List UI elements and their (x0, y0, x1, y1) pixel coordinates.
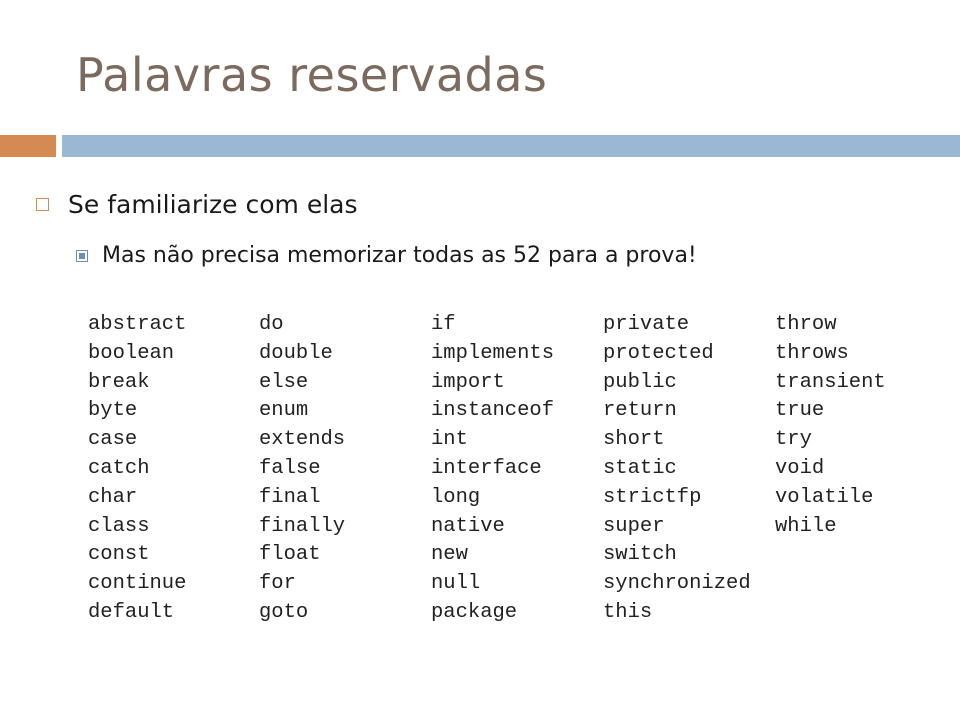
keyword-item: abstract (88, 313, 187, 336)
keyword-item: class (88, 514, 150, 538)
keyword-item: extends (259, 428, 346, 452)
keyword-item: true (775, 399, 825, 423)
keyword-item: package (431, 600, 518, 624)
keyword-item: synchronized (603, 572, 751, 596)
keyword-column (259, 311, 345, 628)
keyword-item: try (775, 428, 812, 452)
keyword-item: goto (259, 600, 309, 624)
keyword-item: long (431, 485, 481, 509)
keyword-item: volatile (775, 485, 874, 509)
keyword-item: enum (259, 399, 309, 423)
keyword-item: byte (88, 399, 138, 423)
bullet-level2-text: Mas não precisa memorizar todas as 52 para a prova! (102, 243, 697, 268)
keyword-item: throw (775, 313, 837, 336)
keyword-item: short (603, 428, 665, 452)
keyword-item: interface (431, 456, 542, 480)
keyword-item: float (259, 543, 321, 567)
bullet-level1-text: Se familiarize com elas (68, 190, 358, 219)
keyword-item: while (775, 514, 837, 538)
keyword-item: protected (603, 341, 714, 365)
keyword-item: int (431, 428, 468, 452)
keyword-item: case (88, 428, 138, 452)
keyword-item: final (259, 485, 321, 509)
keyword-item: continue (88, 572, 187, 596)
title-accent-bar (0, 135, 56, 157)
keyword-item: transient (775, 370, 886, 394)
keyword-item: instanceof (431, 399, 555, 423)
keyword-column (603, 311, 751, 628)
keyword-item: default (88, 600, 175, 624)
keyword-item: double (259, 341, 333, 365)
bullet-level1 (36, 190, 358, 219)
keyword-item: import (431, 370, 505, 394)
keyword-item: catch (88, 456, 150, 480)
keyword-item: switch (603, 543, 677, 567)
keyword-item: null (431, 572, 481, 596)
keyword-item: boolean (88, 341, 175, 365)
keyword-item: public (603, 370, 677, 394)
keyword-item: finally (259, 514, 346, 538)
keyword-item: throws (775, 341, 849, 365)
keyword-item: if (431, 313, 456, 336)
keyword-item: const (88, 543, 150, 567)
keyword-item: private (603, 313, 690, 336)
hollow-square-icon (36, 198, 49, 211)
keyword-item: return (603, 399, 677, 423)
keyword-item: static (603, 456, 677, 480)
keyword-item: for (259, 572, 296, 596)
keyword-item: native (431, 514, 505, 538)
keyword-item: implements (431, 341, 555, 365)
keyword-item: super (603, 514, 665, 538)
keyword-column (88, 311, 186, 628)
title-divider-bar (62, 135, 960, 157)
keyword-item: else (259, 370, 309, 394)
keyword-item: new (431, 543, 468, 567)
keyword-item: void (775, 456, 825, 480)
slide-title: Palavras reservadas (76, 48, 548, 102)
bullet-level2 (76, 243, 697, 268)
keyword-item: this (603, 600, 653, 624)
keyword-item: strictfp (603, 485, 702, 509)
keyword-item: char (88, 485, 138, 509)
keyword-item: do (259, 313, 284, 336)
keyword-column (431, 311, 554, 628)
keyword-column (775, 311, 886, 541)
keyword-item: false (259, 456, 321, 480)
filled-square-bullet-icon (76, 250, 88, 262)
keyword-item: break (88, 370, 150, 394)
